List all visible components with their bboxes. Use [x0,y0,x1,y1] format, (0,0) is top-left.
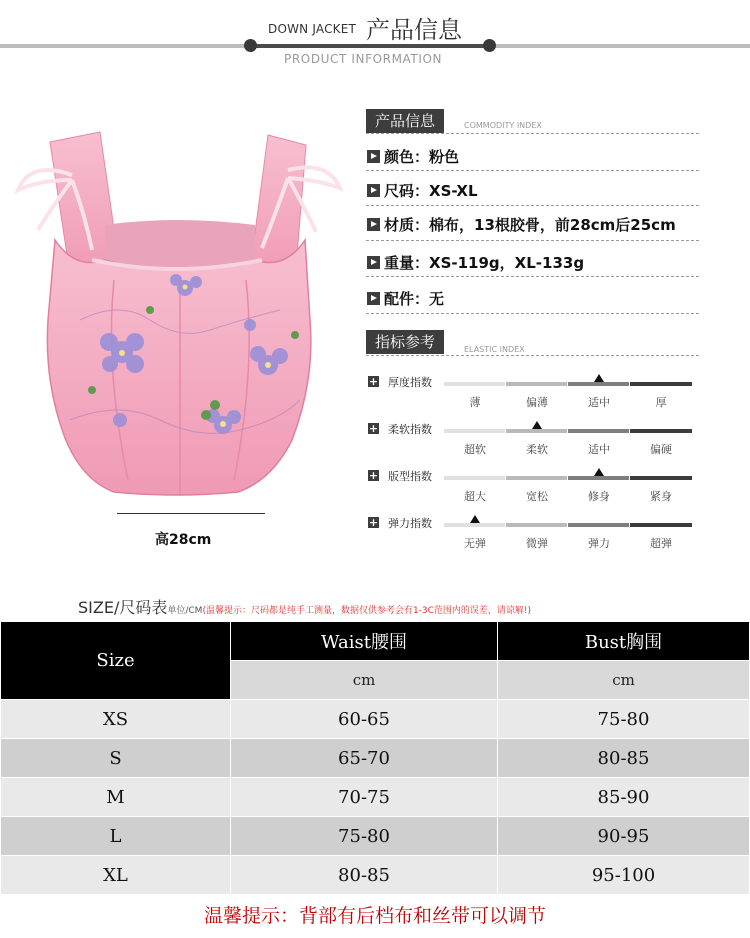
size-tip: 温馨提示：背部有后档布和丝带可以调节 [0,897,750,938]
size-chart-title [78,595,531,618]
scale-level: 厚 [655,396,667,409]
scale-level: 弹力 [588,537,610,550]
divider [366,205,699,206]
cell-bust: 90-95 [498,817,750,856]
cell-bust: 75-80 [498,700,750,739]
info-label: 重量 [384,254,415,272]
info-value: XS-XL [429,182,478,200]
scale-segment [444,523,505,527]
scale-level: 微弹 [526,537,548,550]
scale-level: 适中 [588,396,610,409]
scale-level: 无弹 [464,537,486,550]
header-size: Size [1,622,231,700]
scale-level: 柔软 [526,443,548,456]
selected-marker-icon [532,421,542,429]
info-label: 颜色 [384,148,415,166]
cell-bust: 95-100 [498,856,750,895]
info-label: 尺码 [384,182,415,200]
product-info-tag-en: COMMODITY INDEX [464,121,542,130]
index-label: 柔软指数 [388,423,432,436]
scale-level: 超软 [464,443,486,456]
divider [366,133,699,134]
cell-size: XL [1,856,231,895]
info-label: 配件 [384,290,415,308]
cell-size: XS [1,700,231,739]
height-measure-line [117,513,265,514]
cell-size: L [1,817,231,856]
info-row-color: 颜色：粉色 [367,146,459,168]
scale-segment [630,523,692,527]
table-row [1,739,750,778]
cell-waist: 65-70 [231,739,498,778]
header-line-left [0,44,250,48]
table-row [1,817,750,856]
scale-level: 超大 [464,490,486,503]
divider [366,313,699,314]
header-dot-right [483,39,496,52]
header-line-right [490,44,750,48]
selected-marker-icon [594,468,604,476]
bullet-icon [367,292,380,305]
product-info-tag: 产品信息 [366,109,444,133]
scale-segment [506,382,567,386]
bullet-icon [367,150,380,163]
bullet-icon [367,256,380,269]
cell-size: M [1,778,231,817]
cell-waist: 60-65 [231,700,498,739]
scale-segment [630,382,692,386]
header-title-cn: 产品信息 [366,16,462,44]
divider [366,276,699,277]
index-ref-tag: 指标参考 [366,330,444,354]
scale-level: 偏薄 [526,396,548,409]
scale-level: 偏硬 [650,443,672,456]
cell-bust: 80-85 [498,739,750,778]
index-ref-tag-en: ELASTIC INDEX [464,345,525,354]
info-row-weight: 重量：XS-119g，XL-133g [367,252,584,274]
divider [366,170,699,171]
scale-segment [444,429,505,433]
scale-segment [506,523,567,527]
plus-icon: + [368,469,379,482]
table-row [1,856,750,895]
header-bust-unit: cm [498,661,750,700]
info-row-accessories: 配件：无 [367,288,444,310]
table-row [1,700,750,739]
info-value: 无 [429,290,445,308]
cell-waist: 80-85 [231,856,498,895]
selected-marker-icon [470,515,480,523]
header-waist: Waist腰围 [231,622,498,661]
cell-waist: 70-75 [231,778,498,817]
plus-icon: + [368,516,379,529]
info-value: 粉色 [429,148,460,166]
bullet-icon [367,184,380,197]
cell-size: S [1,739,231,778]
index-label: 弹力指数 [388,517,432,530]
header-title-en: DOWN JACKET [268,22,357,36]
product-image [10,120,350,520]
scale-segment [506,429,567,433]
scale-segment [444,382,505,386]
scale-segment [568,476,629,480]
size-chart-note: (温馨提示：尺码都是纯手工测量，数据仅供参考会有1-3C范围内的误差，请谅解!) [202,606,532,616]
index-label: 厚度指数 [388,376,432,389]
info-value: 棉布，13根胶骨，前28cm后25cm [429,216,676,234]
scale-segment [444,476,505,480]
scale-level: 宽松 [526,490,548,503]
index-label: 版型指数 [388,470,432,483]
bullet-icon [367,218,380,231]
info-row-material: 材质：棉布，13根胶骨，前28cm后25cm [367,214,676,236]
info-row-size: 尺码：XS-XL [367,180,478,202]
scale-segment [568,523,629,527]
size-chart-heading: SIZE/尺码表 [78,598,168,617]
scale-level: 适中 [588,443,610,456]
scale-level: 紧身 [650,490,672,503]
header-subtitle: PRODUCT INFORMATION [284,52,443,66]
selected-marker-icon [594,374,604,382]
divider [366,355,699,356]
header-waist-unit: cm [231,661,498,700]
size-table [0,621,750,895]
scale-level: 薄 [469,396,481,409]
scale-level: 修身 [588,490,610,503]
scale-segment [630,476,692,480]
size-chart-unit: 单位/CM [167,606,203,616]
scale-level: 超弹 [650,537,672,550]
cell-bust: 85-90 [498,778,750,817]
header-bust: Bust胸围 [498,622,750,661]
scale-segment [630,429,692,433]
header-dot-left [244,39,257,52]
scale-segment [568,382,629,386]
plus-icon: + [368,422,379,435]
scale-segment [568,429,629,433]
scale-segment [506,476,567,480]
plus-icon: + [368,375,379,388]
table-row [1,778,750,817]
height-label: 高28cm [155,532,212,548]
info-label: 材质 [384,216,415,234]
info-value: XS-119g，XL-133g [429,254,585,272]
divider [366,240,699,241]
cell-waist: 75-80 [231,817,498,856]
